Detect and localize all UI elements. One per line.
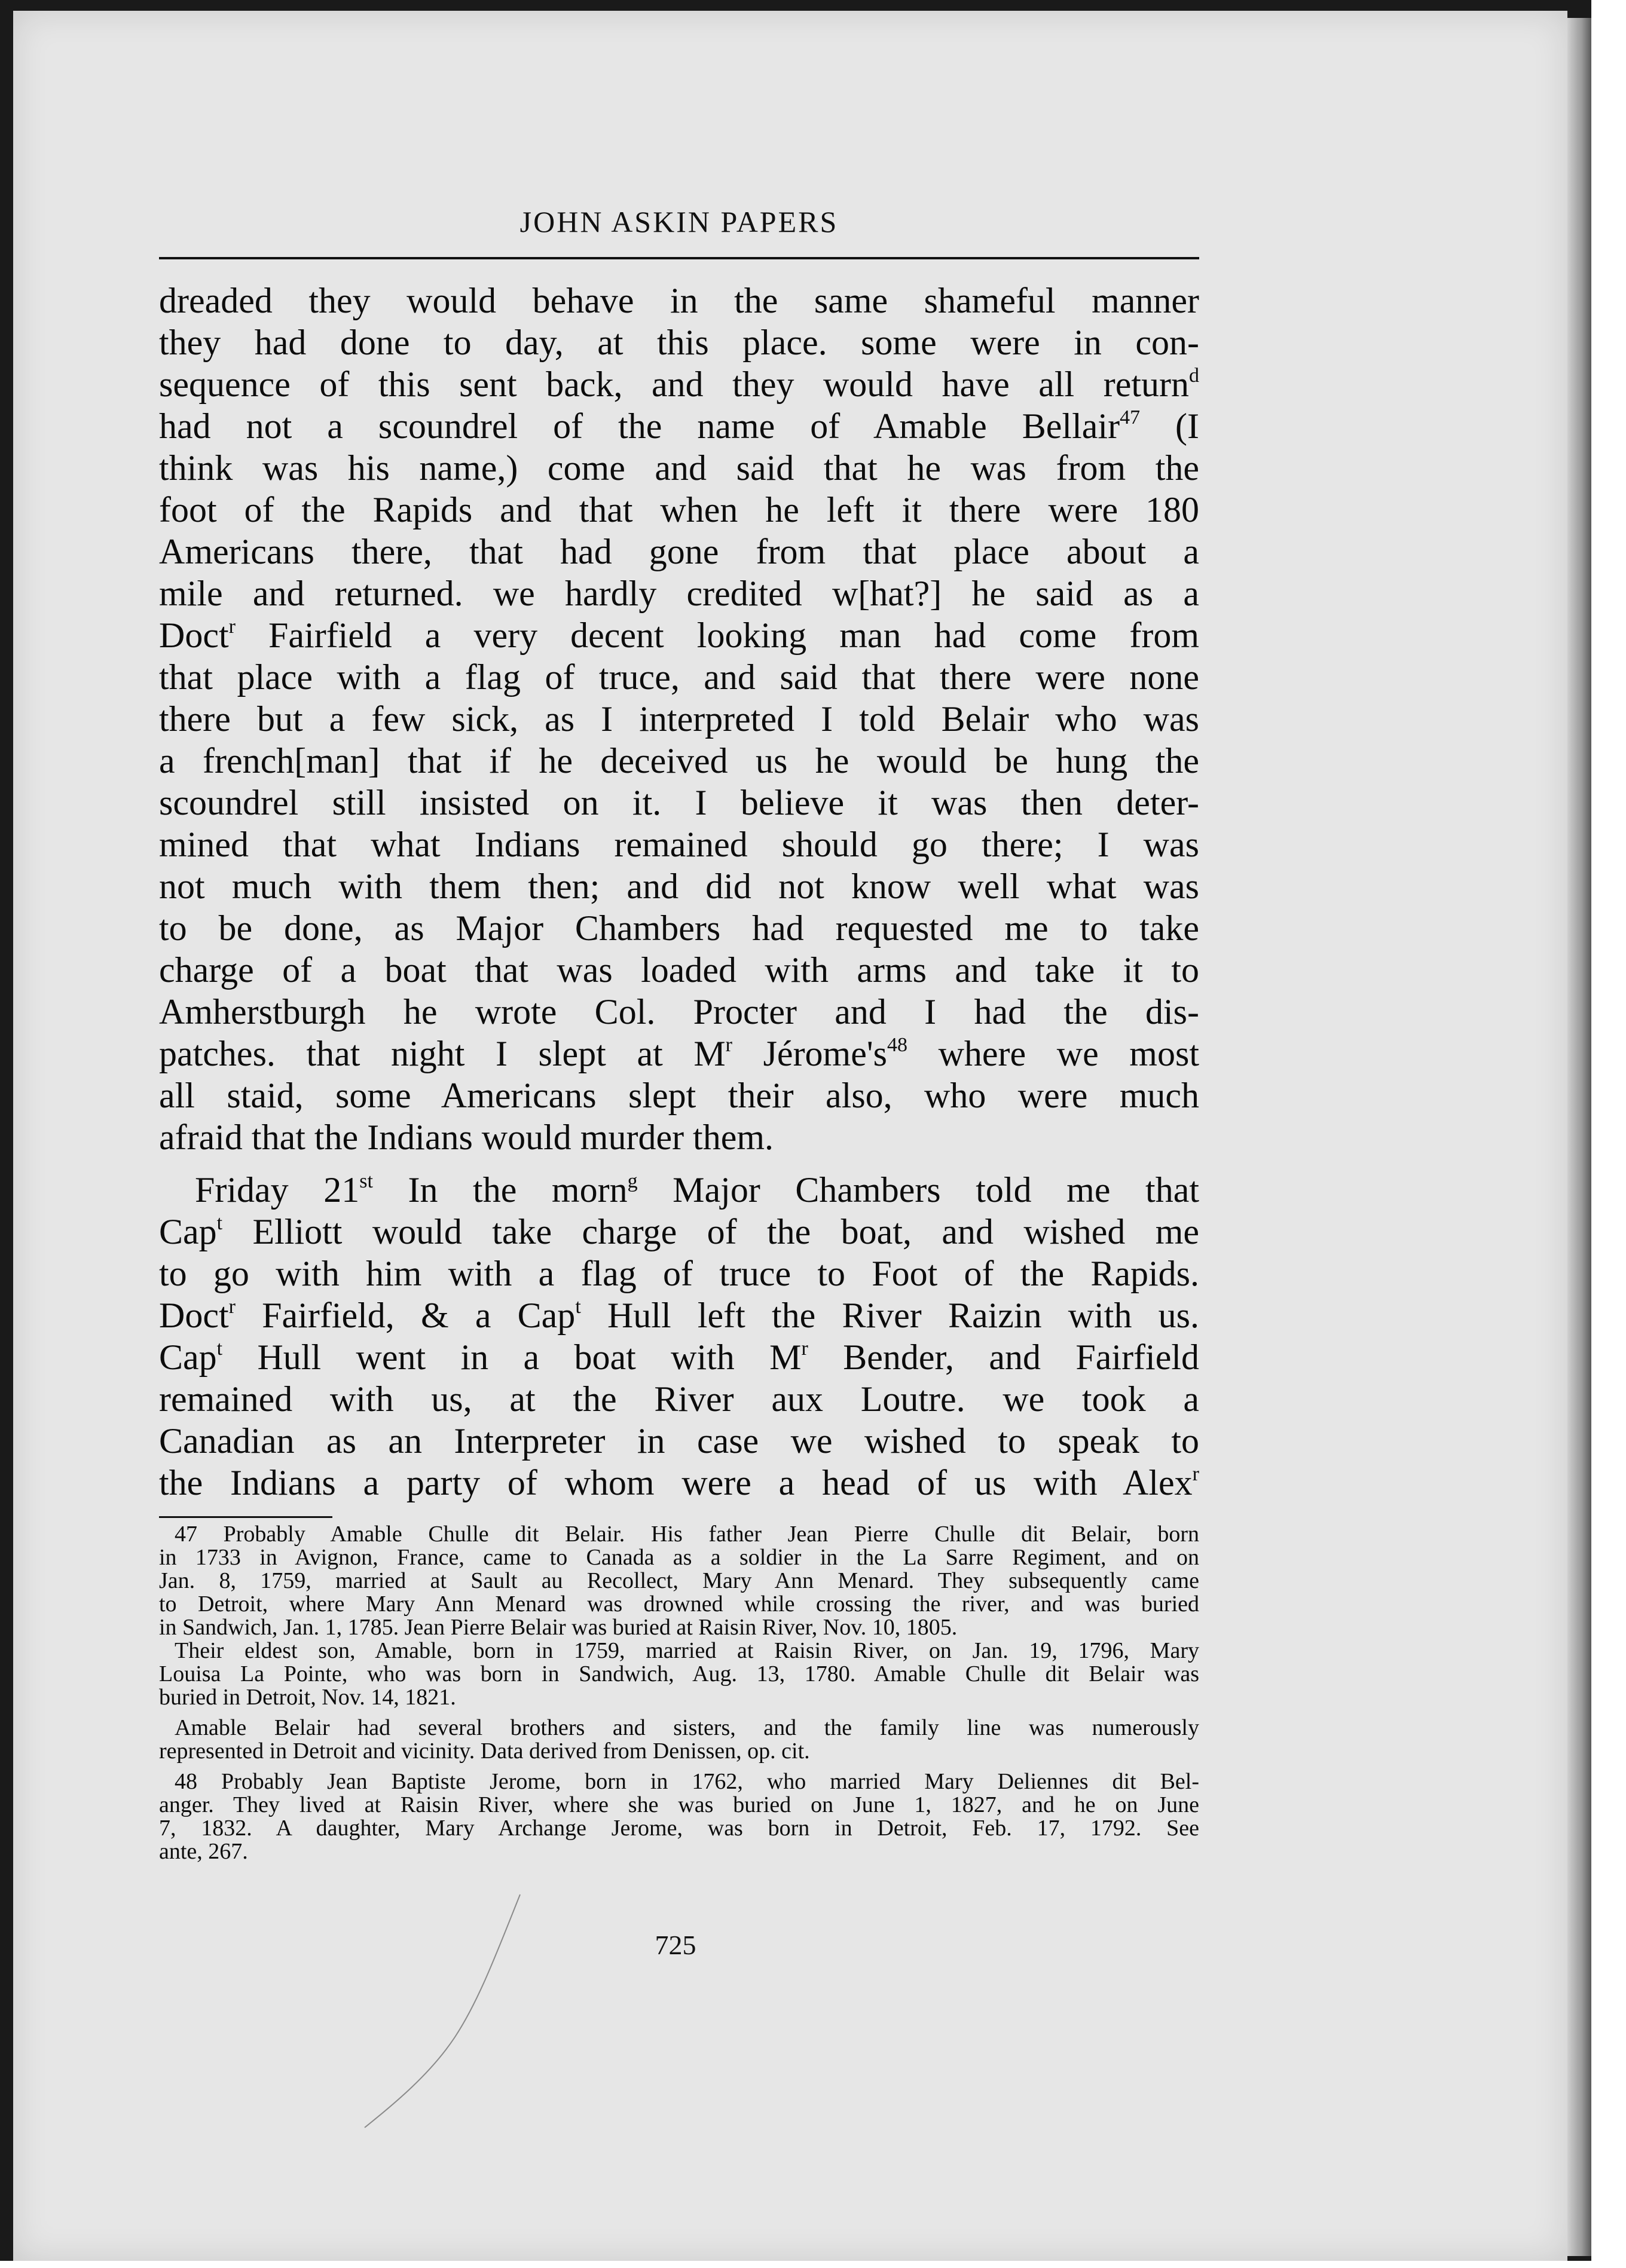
text-run: remained with us, at the River aux Loutre. we took a — [159, 1379, 1199, 1419]
body-line — [159, 1075, 1199, 1116]
text-run: Major Chambers told me that — [637, 1170, 1199, 1210]
body-line — [159, 531, 1199, 573]
body-line — [159, 698, 1199, 740]
body-line — [159, 1116, 1199, 1158]
footnote-line: to Detroit, where Mary Ann Menard was drowned while crossing the river, and was buried — [159, 1591, 1199, 1617]
text-run: Amherstburgh he wrote Col. Procter and I had the dis- — [159, 992, 1199, 1032]
text-run: Americans there, that had gone from that place about a — [159, 532, 1199, 571]
body-text — [159, 280, 1199, 1504]
text-run: a french[man] that if he deceived us he would be hung the — [159, 741, 1199, 781]
superscript: r — [801, 1337, 808, 1360]
body-line — [159, 907, 1199, 949]
text-run: not much with them then; and did not know well what was — [159, 867, 1199, 906]
text-run: Doct — [159, 616, 229, 655]
superscript: 48 — [887, 1034, 908, 1056]
footnote-line: in Sandwich, Jan. 1, 1785. Jean Pierre Belair was buried at Raisin River, Nov. 10, 1805. — [159, 1615, 958, 1640]
footnote-divider — [159, 1516, 332, 1518]
body-line — [159, 405, 1199, 447]
body-line — [159, 1336, 1199, 1378]
superscript: r — [725, 1034, 732, 1056]
footnote-line: Their eldest son, Amable, born in 1759, married at Raisin River, on Jan. 19, 1796, Mary — [175, 1638, 1199, 1663]
text-run: scoundrel still insisted on it. I believe it was then deter- — [159, 783, 1199, 822]
text-run: Elliott would take charge of the boat, and wished me — [222, 1212, 1199, 1251]
text-run: patches. that night I slept at M — [159, 1034, 726, 1073]
header-title: JOHN ASKIN PAPERS — [519, 205, 839, 238]
text-run: that place with a flag of truce, and said that there were none — [159, 657, 1199, 697]
text-run: where we most — [907, 1034, 1199, 1073]
body-line — [159, 740, 1199, 782]
scan-background — [1591, 0, 1626, 2268]
footnote-line: anger. They lived at Raisin River, where she was buried on June 1, 1827, and he on June — [159, 1792, 1199, 1817]
footnote-line: Louisa La Pointe, who was born in Sandwich, Aug. 13, 1780. Amable Chulle dit Belair was — [159, 1661, 1199, 1687]
text-run: Hull went in a boat with M — [222, 1337, 802, 1377]
superscript: r — [1192, 1463, 1199, 1485]
superscript: r — [228, 616, 236, 638]
text-run: Hull left the River Raizin with us. — [580, 1296, 1199, 1335]
text-run: (I — [1140, 406, 1199, 446]
pencil-stroke-mark — [359, 1883, 526, 2134]
body-line — [159, 614, 1199, 656]
superscript: 47 — [1120, 406, 1141, 428]
text-run: mile and returned. we hardly credited w[hat?] he said as a — [159, 574, 1199, 613]
text-run: afraid that the Indians would murder them. — [159, 1118, 774, 1157]
text-run: Canadian as an Interpreter in case we wished to speak to — [159, 1421, 1199, 1461]
superscript: st — [359, 1170, 373, 1192]
text-run: Cap — [159, 1337, 217, 1377]
text-run: mined that what Indians remained should go there; I was — [159, 825, 1199, 864]
scan-background-bottom — [0, 2261, 1626, 2268]
body-line — [159, 1033, 1199, 1075]
footnote-line: 7, 1832. A daughter, Mary Archange Jerome, was born in Detroit, Feb. 17, 1792. See — [159, 1816, 1199, 1841]
body-line — [159, 1253, 1199, 1294]
footnote-line: 47 Probably Amable Chulle dit Belair. His father Jean Pierre Chulle dit Belair, born — [175, 1522, 1199, 1547]
footnote-line: 48 Probably Jean Baptiste Jerome, born in 1762, who married Mary Deliennes dit Bel- — [175, 1769, 1199, 1794]
text-run: Jérome's — [732, 1034, 888, 1073]
footnote-line: buried in Detroit, Nov. 14, 1821. — [159, 1685, 456, 1710]
body-line — [159, 573, 1199, 614]
text-run: they had done to day, at this place. some were in con- — [159, 323, 1199, 362]
body-line — [159, 363, 1199, 405]
text-run: to go with him with a flag of truce to Foot of the Rapids. — [159, 1254, 1199, 1293]
body-line — [159, 949, 1199, 991]
superscript: t — [216, 1337, 223, 1360]
text-run: Doct — [159, 1296, 229, 1335]
superscript: t — [216, 1212, 223, 1234]
body-line — [159, 1378, 1199, 1420]
body-line — [159, 1294, 1199, 1336]
body-line — [159, 1462, 1199, 1504]
body-line — [159, 824, 1199, 865]
body-line — [159, 1211, 1199, 1253]
footnote-line: ante, 267. — [159, 1839, 248, 1864]
body-line — [159, 782, 1199, 824]
body-line — [159, 1420, 1199, 1462]
text-run: Fairfield, & a Cap — [235, 1296, 576, 1335]
body-line — [159, 865, 1199, 907]
footnote-line: in 1733 in Avignon, France, came to Canada as a soldier in the La Sarre Regiment, and on — [159, 1545, 1199, 1570]
text-run: Bender, and Fairfield — [808, 1337, 1199, 1377]
footnote-line: Amable Belair had several brothers and sisters, and the family line was numerously — [175, 1715, 1199, 1740]
body-line — [159, 1169, 1199, 1211]
body-line — [159, 447, 1199, 489]
text-run: Fairfield a very decent looking man had come from — [235, 616, 1199, 655]
text-run: sequence of this sent back, and they would have all return — [159, 365, 1189, 404]
text-run: Cap — [159, 1212, 217, 1251]
text-run: dreaded they would behave in the same shameful manner — [159, 281, 1199, 320]
text-run: the Indians a party of whom were a head of us with Alex — [159, 1463, 1193, 1502]
superscript: t — [575, 1296, 581, 1318]
text-run: all staid, some Americans slept their also, who were much — [159, 1076, 1199, 1115]
text-run: Friday 21 — [195, 1170, 360, 1210]
text-run: think was his name,) come and said that he was from the — [159, 448, 1199, 488]
superscript: r — [228, 1296, 236, 1318]
text-run: there but a few sick, as I interpreted I told Belair who was — [159, 699, 1199, 739]
page-edge-shadow — [1567, 18, 1591, 2256]
superscript: g — [627, 1170, 638, 1192]
page-number: 725 — [655, 1930, 696, 1960]
text-run: had not a scoundrel of the name of Amable Bellair — [159, 406, 1120, 446]
body-line — [159, 322, 1199, 363]
footnote-line: Jan. 8, 1759, married at Sault au Recollect, Mary Ann Menard. They subsequently came — [159, 1568, 1199, 1593]
text-run: charge of a boat that was loaded with arms and take it to — [159, 950, 1199, 990]
text-run: In the morn — [372, 1170, 628, 1210]
body-line — [159, 656, 1199, 698]
footnote-line: represented in Detroit and vicinity. Data derived from Denissen, op. cit. — [159, 1739, 810, 1764]
body-line — [159, 991, 1199, 1033]
body-line — [159, 489, 1199, 531]
footnotes — [159, 1523, 1199, 1863]
superscript: d — [1189, 365, 1199, 387]
body-line — [159, 280, 1199, 322]
running-header — [159, 203, 1199, 259]
text-run: to be done, as Major Chambers had requested me to take — [159, 908, 1199, 948]
text-run: foot of the Rapids and that when he left it there were 180 — [159, 490, 1199, 529]
